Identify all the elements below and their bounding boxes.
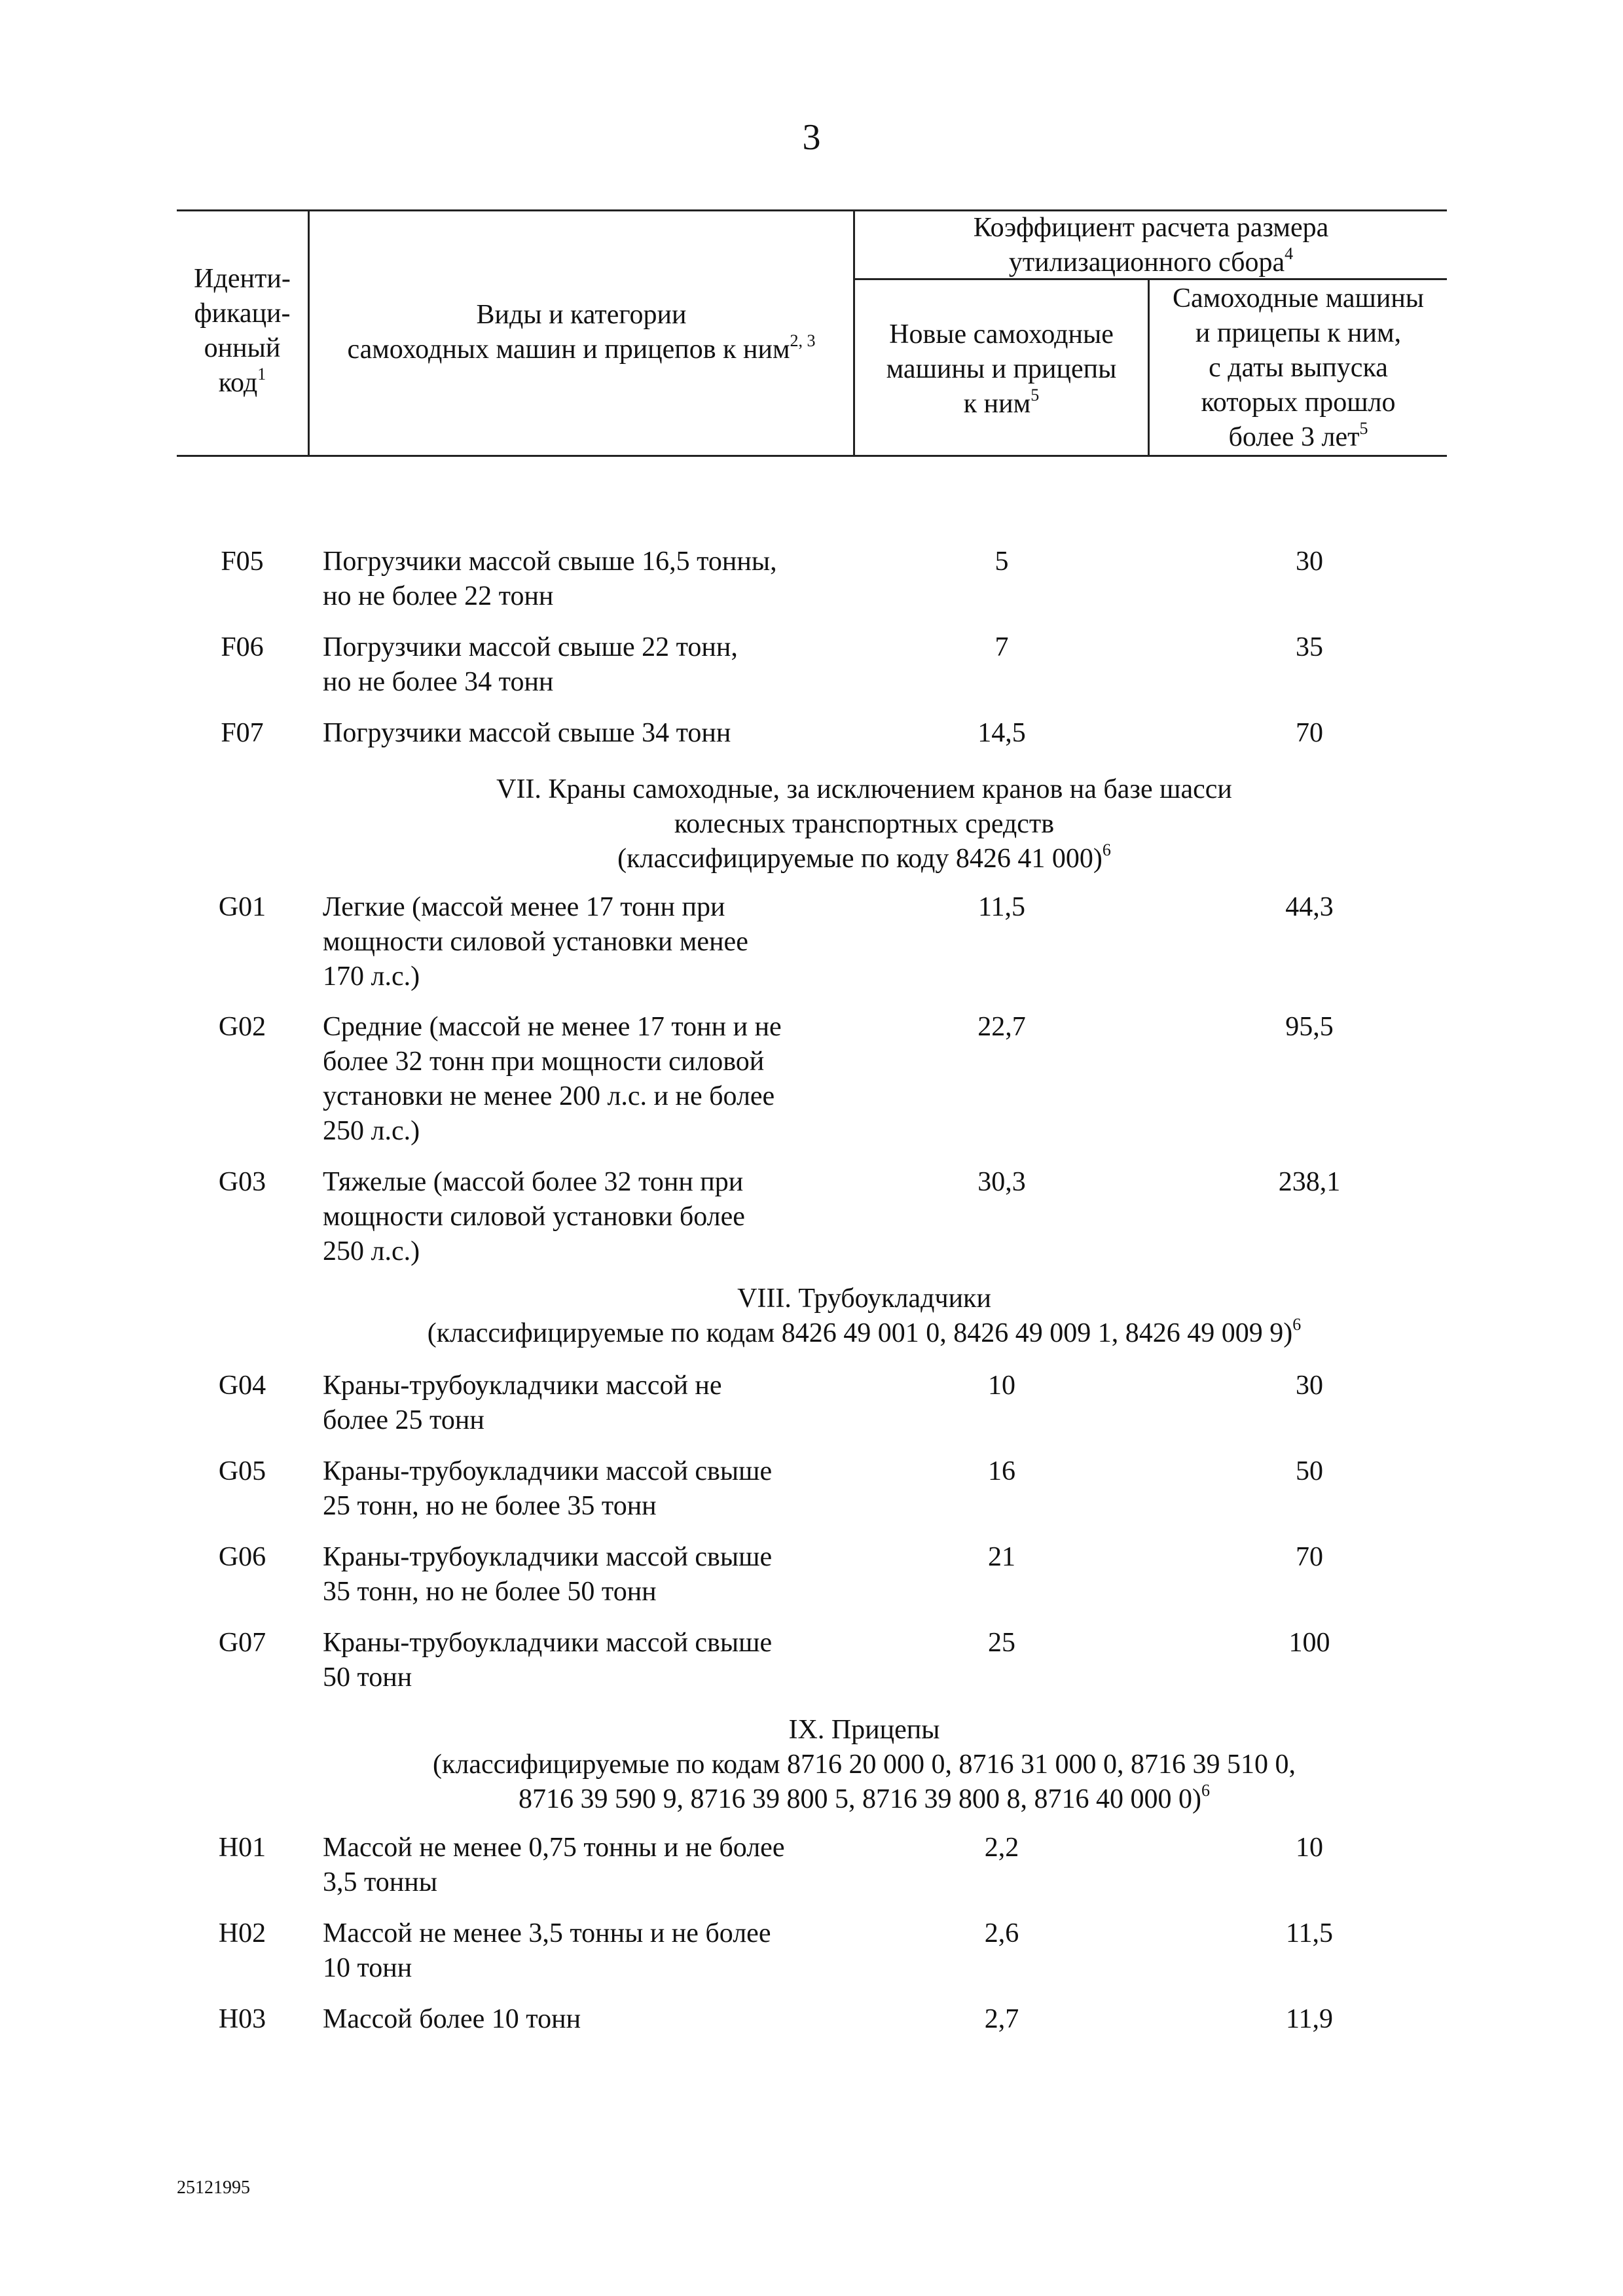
table-row-code: G03 — [218, 1167, 266, 1197]
table-row-new-value: 16 — [988, 1456, 1015, 1486]
header-coefficient-group: Коэффициент расчета размера утилизационного сбора$^4$ — [973, 213, 1329, 278]
table-row-new-value: 14,5 — [977, 718, 1026, 748]
table-row-code: H02 — [218, 1918, 266, 1948]
table-row-code: G05 — [218, 1456, 266, 1486]
table-row-old-value: 70 — [1296, 1542, 1323, 1572]
table-row-old-value: 11,5 — [1286, 1918, 1333, 1948]
header-code: Иденти- фикаци- онный код$^1$ — [194, 264, 291, 398]
table-row-name: Краны-трубоукладчики массой свыше 50 тонн — [323, 1628, 773, 1693]
section-heading-pipelayers: VIII. Трубоукладчики (классифицируемые по кодам 8426 49 001 0, 8426 49 009 1, 8426 49 009 9)$^6$ — [427, 1283, 1302, 1348]
table-row-name: Погрузчики массой свыше 34 тонн — [323, 718, 731, 748]
table-row-code: F05 — [221, 547, 264, 577]
table-row-code: H03 — [218, 2004, 266, 2034]
table-row-new-value: 7 — [994, 632, 1009, 662]
table-row-new-value: 5 — [994, 547, 1009, 577]
table-row-name: Средние (массой не менее 17 тонн и не более 32 тонн при мощности силовой установки не менее 200 л.с. и не более 250 л.с.) — [323, 1012, 782, 1146]
table-row-name: Краны-трубоукладчики массой не более 25 тонн — [323, 1371, 722, 1435]
table-row-name: Погрузчики массой свыше 22 тонн, но не более 34 тонн — [323, 632, 738, 697]
document-id: 25121995 — [177, 2178, 250, 2198]
table-row-code: H01 — [218, 1833, 266, 1863]
table-row-code: G06 — [218, 1542, 266, 1572]
table-row-old-value: 238,1 — [1278, 1167, 1341, 1197]
table-row-new-value: 22,7 — [977, 1012, 1026, 1042]
table-row-old-value: 44,3 — [1285, 892, 1334, 922]
table-row-name: Массой не менее 3,5 тонны и не более 10 тонн — [323, 1918, 771, 1983]
table-row-old-value: 10 — [1296, 1833, 1323, 1863]
table-row-name: Легкие (массой менее 17 тонн при мощности силовой установки менее 170 л.с.) — [323, 892, 748, 992]
table-row-code: G04 — [218, 1371, 266, 1401]
table-row-name: Краны-трубоукладчики массой свыше 35 тонн, но не более 50 тонн — [323, 1542, 773, 1607]
header-type: Виды и категории самоходных машин и прицепов к ним$^{2, 3}$ — [347, 300, 816, 365]
table-row-name: Массой более 10 тонн — [323, 2004, 581, 2034]
table-row-new-value: 21 — [988, 1542, 1015, 1572]
table-row-new-value: 25 — [988, 1628, 1015, 1658]
header-bottom-rule — [177, 455, 1447, 457]
table-row-old-value: 30 — [1296, 1371, 1323, 1401]
table-row-old-value: 95,5 — [1285, 1012, 1334, 1042]
table-row-old-value: 35 — [1296, 632, 1323, 662]
table-row-name: Массой не менее 0,75 тонны и не более 3,5 тонны — [323, 1833, 785, 1897]
table-row-code: G01 — [218, 892, 266, 922]
table-row-old-value: 70 — [1296, 718, 1323, 748]
table-row-code: G02 — [218, 1012, 266, 1042]
table-row-name: Погрузчики массой свыше 16,5 тонны, но не более 22 тонн — [323, 547, 777, 611]
table-row-new-value: 2,7 — [984, 2004, 1019, 2034]
header-new-machines: Новые самоходные машины и прицепы к ним$^5$ — [886, 319, 1117, 419]
table-row-new-value: 10 — [988, 1371, 1015, 1401]
table-row-code: F07 — [221, 718, 264, 748]
table-row-new-value: 2,6 — [984, 1918, 1019, 1948]
page-number: 3 — [802, 117, 821, 158]
table-row-old-value: 11,9 — [1286, 2004, 1333, 2034]
table-row-new-value: 2,2 — [984, 1833, 1019, 1863]
table-row-old-value: 50 — [1296, 1456, 1323, 1486]
table-row-new-value: 30,3 — [977, 1167, 1026, 1197]
table-row-new-value: 11,5 — [978, 892, 1025, 922]
section-heading-cranes: VII. Краны самоходные, за исключением кранов на базе шасси колесных транспортных средств (классифицируемые по коду 8426 41 000)$^6$ — [496, 774, 1232, 874]
table-row-code: G07 — [218, 1628, 266, 1658]
table-row-name: Тяжелые (массой более 32 тонн при мощности силовой установки более 250 л.с.) — [323, 1167, 745, 1266]
table-row-old-value: 30 — [1296, 547, 1323, 577]
table-row-old-value: 100 — [1288, 1628, 1330, 1658]
table-row-code: F06 — [221, 632, 264, 662]
header-used-machines: Самоходные машины и прицепы к ним, с даты выпуска которых прошло более 3 лет$^5$ — [1172, 283, 1425, 452]
table-row-name: Краны-трубоукладчики массой свыше 25 тонн, но не более 35 тонн — [323, 1456, 773, 1521]
section-heading-trailers: IX. Прицепы (классифицируемые по кодам 8716 20 000 0, 8716 31 000 0, 8716 39 510 0, 8716 39 590 9, 8716 39 800 5, 8716 39 800 8, 8716 40 000 0)$^6$ — [433, 1715, 1296, 1814]
